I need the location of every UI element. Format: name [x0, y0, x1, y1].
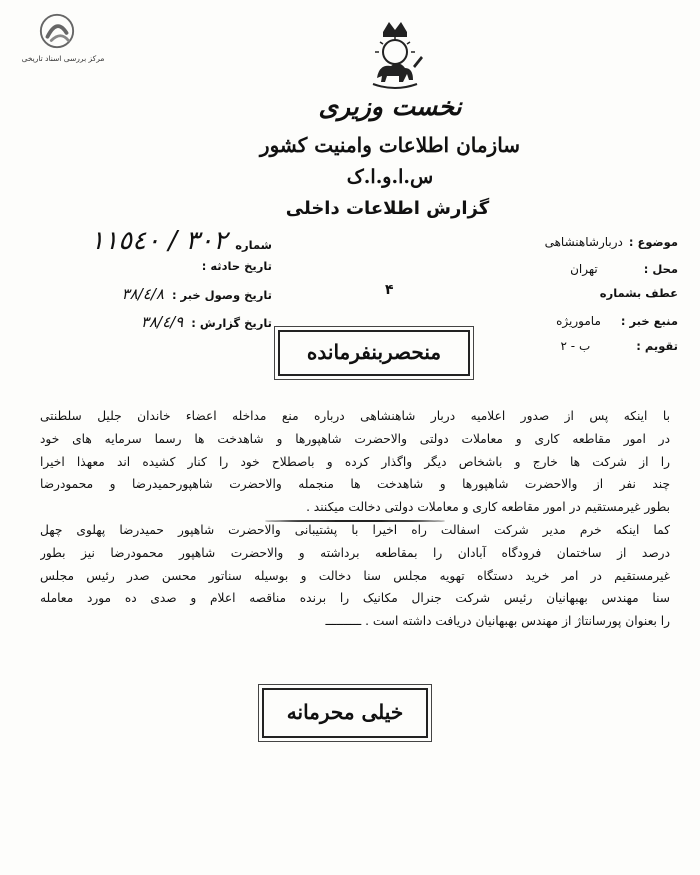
meta-place [570, 262, 678, 282]
reference-label: عطف بشماره [599, 286, 678, 300]
meta-reference [594, 286, 678, 306]
archive-logo [8, 12, 118, 72]
archive-logo-caption: مرکز بررسی اسناد تاریخی [21, 54, 105, 63]
source-label: منبع خبر : [620, 314, 678, 328]
meta-rating [561, 339, 678, 359]
center-mark: ۴ [385, 282, 394, 298]
report-body [40, 405, 670, 633]
meta-subject [545, 235, 678, 255]
receipt-date-label: تاریخ وصول خبر : [171, 288, 272, 302]
meta-event-date [22, 259, 272, 281]
report-date-value: ٣٨/٤/٩ [140, 313, 184, 331]
source-value: ماموریژه [556, 314, 601, 328]
body-line: کما اینکه خرم مدیر شرکت اسفالت راه اخیرا با پشتیبانی والاحضرت شاهپور حمیدرضا پهلوی چهل [40, 522, 670, 537]
body-line: بطور غیرمستقیم در امور مقاطعه کاری و معاملات دولتی دخالت میکنند . [306, 500, 670, 515]
report-date-label: تاریخ گزارش : [191, 316, 272, 330]
classification-stamp-bottom: خیلی محرمانه [262, 688, 428, 738]
rating-value: ب - ٢ [560, 339, 591, 353]
meta-receipt-date [22, 285, 272, 307]
header-title: نخست وزیری [318, 92, 462, 121]
place-value: تهران [570, 262, 598, 276]
body-line: چند نفر از والاحضرت شاهپورها و شاهدخت ها منجمله والاحضرت شاهپورحمیدرضا و محمودرضا [40, 477, 670, 492]
number-label: شماره [235, 238, 272, 252]
meta-report-date [22, 313, 272, 335]
body-line: سنا مهندس بهبهانیان رئیس شرکت جنرال مکانیک را برنده مناقصه اعلام و صدی ده مورد معامله [40, 591, 670, 606]
number-value: ٣٠٢ / ١١٥٤٠ [90, 226, 228, 256]
meta-source [556, 314, 678, 334]
classification-stamp-top: منحصربنفرمانده [278, 330, 470, 376]
body-line: غیرمستقیم در امر خرید دستگاه تهویه مجلس سنا دخالت و بوسیله سناتور محسن صدر رئیس مجلس [40, 568, 670, 583]
body-line: را از شرکت ها خارج و باشخاص دیگر واگذار کرده و باصطلاح خود را کنار کشیده اند معهذا اخیرا [40, 454, 670, 469]
event-date-label: تاریخ حادثه : [201, 259, 272, 273]
place-label: محل : [643, 262, 678, 276]
receipt-date-value: ٣٨/٤/٨ [121, 285, 164, 303]
meta-number [22, 226, 272, 256]
header-organization: سازمان اطلاعات وامنیت کشور [259, 133, 521, 157]
body-line: در امور مقاطعه کاری و معاملات دولتی والاحضرت شاهپورها و شاهدخت ها رسما سرمایه های خود [40, 431, 670, 446]
header-code: س.ا.و.ا.ک [346, 166, 434, 188]
lion-and-sun-emblem-icon [355, 18, 435, 98]
header-report-type: گزارش اطلاعات داخلی [285, 198, 490, 219]
rating-label: تقویم : [636, 339, 678, 353]
body-line: با اینکه پس از صدور اعلامیه دربار شاهنشاهی درباره منع مداخله اعضاء خاندان جلیل سلطنتی [40, 409, 670, 423]
body-line: درصد از ساختمان فرودگاه آبادان را بمقاطعه برداشته و والاحضرت شاهپور محمودرضا نیز بطور [40, 545, 670, 560]
handwritten-underline [265, 520, 445, 522]
subject-value: دربارشاهنشاهی [544, 235, 623, 249]
archive-logo-icon [38, 12, 76, 50]
body-line: را بعنوان پورسانتاژ از مهندس بهبهانیان دریافت داشته است . ــــــــــ [325, 614, 670, 629]
subject-label: موضوع : [628, 235, 678, 249]
